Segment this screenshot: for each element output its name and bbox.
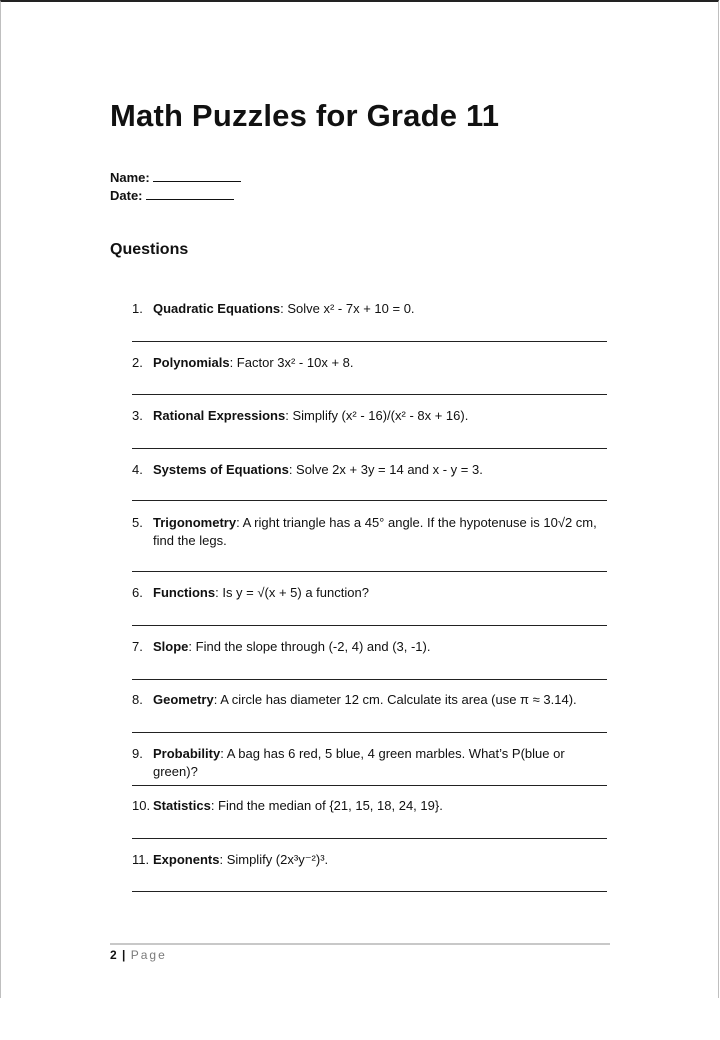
question-item: [132, 461, 612, 479]
answer-line: [132, 571, 607, 572]
question-number: 11.: [132, 852, 150, 867]
question-topic: Functions: [153, 585, 216, 600]
name-label: Name:: [110, 170, 150, 185]
question-number: 6.: [132, 585, 143, 600]
page-number: 2: [110, 948, 117, 962]
question-topic: Probability: [153, 746, 221, 761]
question-item: [132, 584, 612, 602]
question-number: 3.: [132, 408, 143, 423]
answer-line: [132, 625, 607, 626]
question-item: [132, 851, 612, 869]
question-number: 4.: [132, 462, 143, 477]
question-item: [132, 300, 612, 318]
question-text: : Find the slope through (-2, 4) and (3, -1).: [188, 639, 431, 654]
footer-separator: |: [122, 948, 126, 962]
question-number: 5.: [132, 515, 143, 530]
question-text: : A right triangle has a 45° angle. If the hypotenuse is 10√2 cm, find the legs.: [153, 515, 597, 548]
question-text: : Find the median of {21, 15, 18, 24, 19}.: [210, 798, 443, 813]
page-footer: [110, 948, 167, 962]
question-number: 2.: [132, 355, 143, 370]
question-text: : A circle has diameter 12 cm. Calculate its area (use π ≈ 3.14).: [213, 692, 577, 707]
question-topic: Statistics: [153, 798, 211, 813]
question-topic: Polynomials: [153, 355, 230, 370]
answer-line: [132, 394, 607, 395]
name-field: [110, 170, 241, 185]
question-topic: Slope: [153, 639, 189, 654]
question-number: 1.: [132, 301, 143, 316]
question-number: 7.: [132, 639, 143, 654]
answer-line: [132, 341, 607, 342]
question-topic: Systems of Equations: [153, 462, 289, 477]
footer-divider: [110, 943, 610, 945]
question-item: [132, 638, 612, 656]
question-topic: Rational Expressions: [153, 408, 286, 423]
name-blank-line: [153, 171, 241, 182]
date-field: [110, 188, 234, 203]
question-text: : A bag has 6 red, 5 blue, 4 green marbles. What’s P(blue or green)?: [153, 746, 565, 779]
question-text: : Solve 2x + 3y = 14 and x - y = 3.: [288, 462, 483, 477]
page-title: Math Puzzles for Grade 11: [110, 98, 500, 133]
answer-line: [132, 679, 607, 680]
question-item: [132, 514, 612, 550]
question-topic: Quadratic Equations: [153, 301, 281, 316]
question-number: 9.: [132, 746, 143, 761]
question-number: 10.: [132, 798, 151, 813]
question-topic: Geometry: [153, 692, 214, 707]
question-topic: Exponents: [153, 852, 220, 867]
answer-line: [132, 785, 607, 786]
question-number: 8.: [132, 692, 143, 707]
answer-line: [132, 500, 607, 501]
answer-line: [132, 891, 607, 892]
date-blank-line: [146, 189, 234, 200]
answer-line: [132, 448, 607, 449]
question-item: [132, 354, 612, 372]
question-item: [132, 797, 612, 815]
question-item: [132, 745, 612, 781]
answer-line: [132, 838, 607, 839]
question-text: : Is y = √(x + 5) a function?: [215, 585, 369, 600]
questions-heading: Questions: [110, 241, 189, 258]
question-item: [132, 407, 612, 425]
question-topic: Trigonometry: [153, 515, 237, 530]
answer-line: [132, 732, 607, 733]
question-text: : Factor 3x² - 10x + 8.: [229, 355, 354, 370]
question-text: : Solve x² - 7x + 10 = 0.: [280, 301, 415, 316]
date-label: Date:: [110, 188, 143, 203]
question-text: : Simplify (2x³y⁻²)³.: [219, 852, 329, 867]
question-item: [132, 691, 612, 709]
question-text: : Simplify (x² - 16)/(x² - 8x + 16).: [285, 408, 469, 423]
page-label: Page: [130, 948, 167, 962]
